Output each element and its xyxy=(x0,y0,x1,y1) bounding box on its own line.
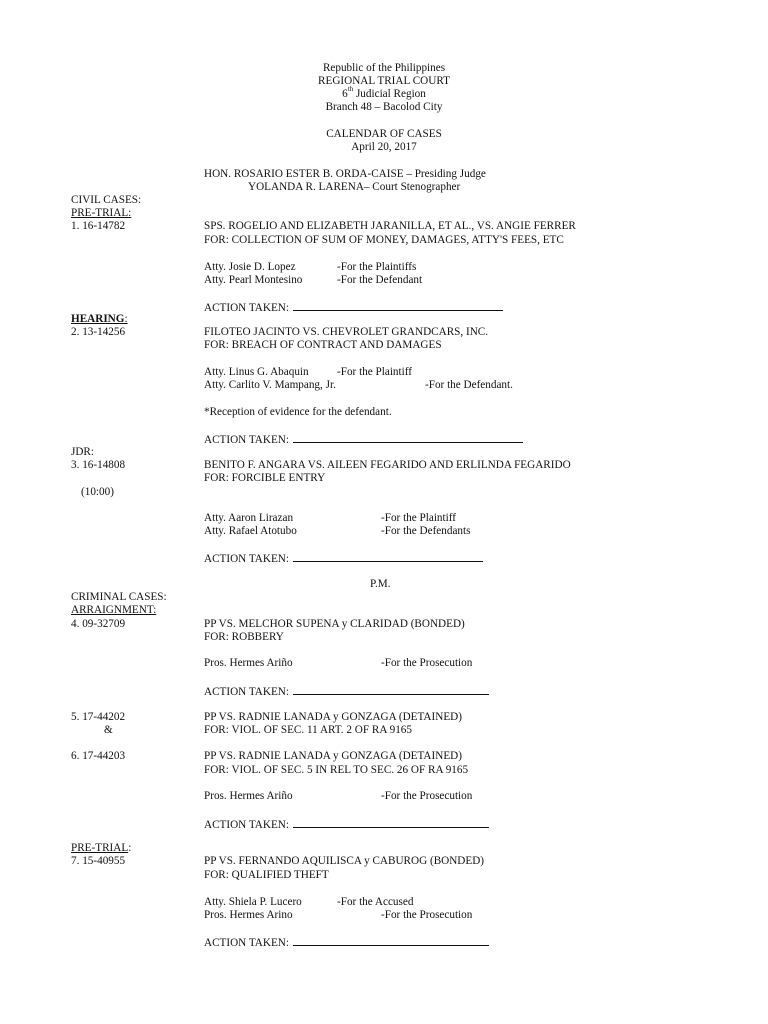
case-subject: FOR: FORCIBLE ENTRY xyxy=(204,472,326,484)
hearing-heading: HEARING: xyxy=(71,313,128,325)
action-taken: ACTION TAKEN: xyxy=(204,551,483,566)
hearing-time: (10:00) xyxy=(81,486,114,498)
counsel-name: Atty. Aaron Lirazan xyxy=(204,512,294,524)
case-title: BENITO F. ANGARA VS. AILEEN FEGARIDO AND ERLILNDA FEGARIDO xyxy=(204,459,571,471)
counsel-role: -For the Prosecution xyxy=(381,909,473,921)
counsel-role: -For the Defendant. xyxy=(425,379,513,391)
counsel-name: Atty. Carlito V. Mampang, Jr. xyxy=(204,379,336,391)
arraignment-heading: ARRAIGNMENT: xyxy=(71,604,157,616)
action-taken: ACTION TAKEN: xyxy=(204,817,489,832)
case-subject: FOR: BREACH OF CONTRACT AND DAMAGES xyxy=(204,339,442,351)
case-title: PP VS. MELCHOR SUPENA y CLARIDAD (BONDED) xyxy=(204,618,465,630)
counsel-role: -For the Accused xyxy=(337,896,414,908)
case-number: 2. 13-14256 xyxy=(71,326,126,338)
counsel-role: -For the Prosecution xyxy=(381,790,473,802)
action-taken-blank[interactable] xyxy=(293,300,503,311)
counsel-role: -For the Plaintiffs xyxy=(337,261,417,273)
counsel-name: Pros. Hermes Ariño xyxy=(204,657,293,669)
case-number: 1. 16-14782 xyxy=(71,220,126,232)
action-taken-blank[interactable] xyxy=(293,817,489,828)
counsel-role: -For the Defendants xyxy=(381,525,471,537)
action-taken-blank[interactable] xyxy=(293,935,489,946)
counsel-name: Atty. Shiela P. Lucero xyxy=(204,896,302,908)
case-title: SPS. ROGELIO AND ELIZABETH JARANILLA, ET AL., VS. ANGIE FERRER xyxy=(204,220,576,232)
calendar-title: CALENDAR OF CASES xyxy=(326,128,442,140)
case-number: 3. 16-14808 xyxy=(71,459,126,471)
case-title: PP VS. RADNIE LANADA y GONZAGA (DETAINED) xyxy=(204,750,462,762)
counsel-name: Pros. Hermes Ariño xyxy=(204,790,293,802)
counsel-role: -For the Defendant xyxy=(337,274,423,286)
case-subject: FOR: VIOL. OF SEC. 5 IN REL TO SEC. 26 OF RA 9165 xyxy=(204,764,469,776)
action-taken: ACTION TAKEN: xyxy=(204,432,523,447)
counsel-name: Pros. Hermes Arino xyxy=(204,909,293,921)
case-subject: FOR: VIOL. OF SEC. 11 ART. 2 OF RA 9165 xyxy=(204,724,412,736)
ampersand: & xyxy=(104,724,113,736)
counsel-name: Atty. Linus G. Abaquin xyxy=(204,366,309,378)
case-note: *Reception of evidence for the defendant. xyxy=(204,406,392,418)
presiding-judge: HON. ROSARIO ESTER B. ORDA-CAISE – Presiding Judge xyxy=(204,168,486,180)
action-taken: ACTION TAKEN: xyxy=(204,935,489,950)
action-taken: ACTION TAKEN: xyxy=(204,684,489,699)
pm-heading: P.M. xyxy=(370,578,391,590)
counsel-role: -For the Prosecution xyxy=(381,657,473,669)
calendar-date: April 20, 2017 xyxy=(351,141,417,153)
counsel-name: Atty. Rafael Atotubo xyxy=(204,525,297,537)
action-taken-blank[interactable] xyxy=(293,684,489,695)
action-taken-blank[interactable] xyxy=(293,432,523,443)
case-number: 7. 15-40955 xyxy=(71,855,126,867)
counsel-role: -For the Plaintiff xyxy=(381,512,456,524)
jdr-heading: JDR: xyxy=(71,446,95,458)
pre-trial-heading: PRE-TRIAL: xyxy=(71,842,132,854)
branch-line: Branch 48 – Bacolod City xyxy=(325,101,443,113)
case-number: 4. 09-32709 xyxy=(71,618,126,630)
court-stenographer: YOLANDA R. LARENA– Court Stenographer xyxy=(248,181,461,193)
judicial-region: 6th Judicial Region xyxy=(342,85,426,100)
case-number: 6. 17-44203 xyxy=(71,750,126,762)
case-subject: FOR: COLLECTION OF SUM OF MONEY, DAMAGES, ATTY'S FEES, ETC xyxy=(204,234,564,246)
court-name: REGIONAL TRIAL COURT xyxy=(318,75,450,87)
counsel-name: Atty. Pearl Montesino xyxy=(204,274,303,286)
case-title: PP VS. RADNIE LANADA y GONZAGA (DETAINED) xyxy=(204,711,462,723)
action-taken: ACTION TAKEN: xyxy=(204,300,503,315)
case-title: FILOTEO JACINTO VS. CHEVROLET GRANDCARS, INC. xyxy=(204,326,489,338)
case-title: PP VS. FERNANDO AQUILISCA y CABUROG (BONDED) xyxy=(204,855,485,867)
pre-trial-heading: PRE-TRIAL: xyxy=(71,207,132,219)
counsel-name: Atty. Josie D. Lopez xyxy=(204,261,296,273)
counsel-role: -For the Plaintiff xyxy=(337,366,412,378)
case-subject: FOR: ROBBERY xyxy=(204,631,284,643)
action-taken-blank[interactable] xyxy=(293,551,483,562)
case-number: 5. 17-44202 xyxy=(71,711,126,723)
civil-cases-heading: CIVIL CASES: xyxy=(71,194,142,206)
case-subject: FOR: QUALIFIED THEFT xyxy=(204,869,329,881)
criminal-cases-heading: CRIMINAL CASES: xyxy=(71,591,167,603)
republic-line: Republic of the Philippines xyxy=(322,62,446,74)
